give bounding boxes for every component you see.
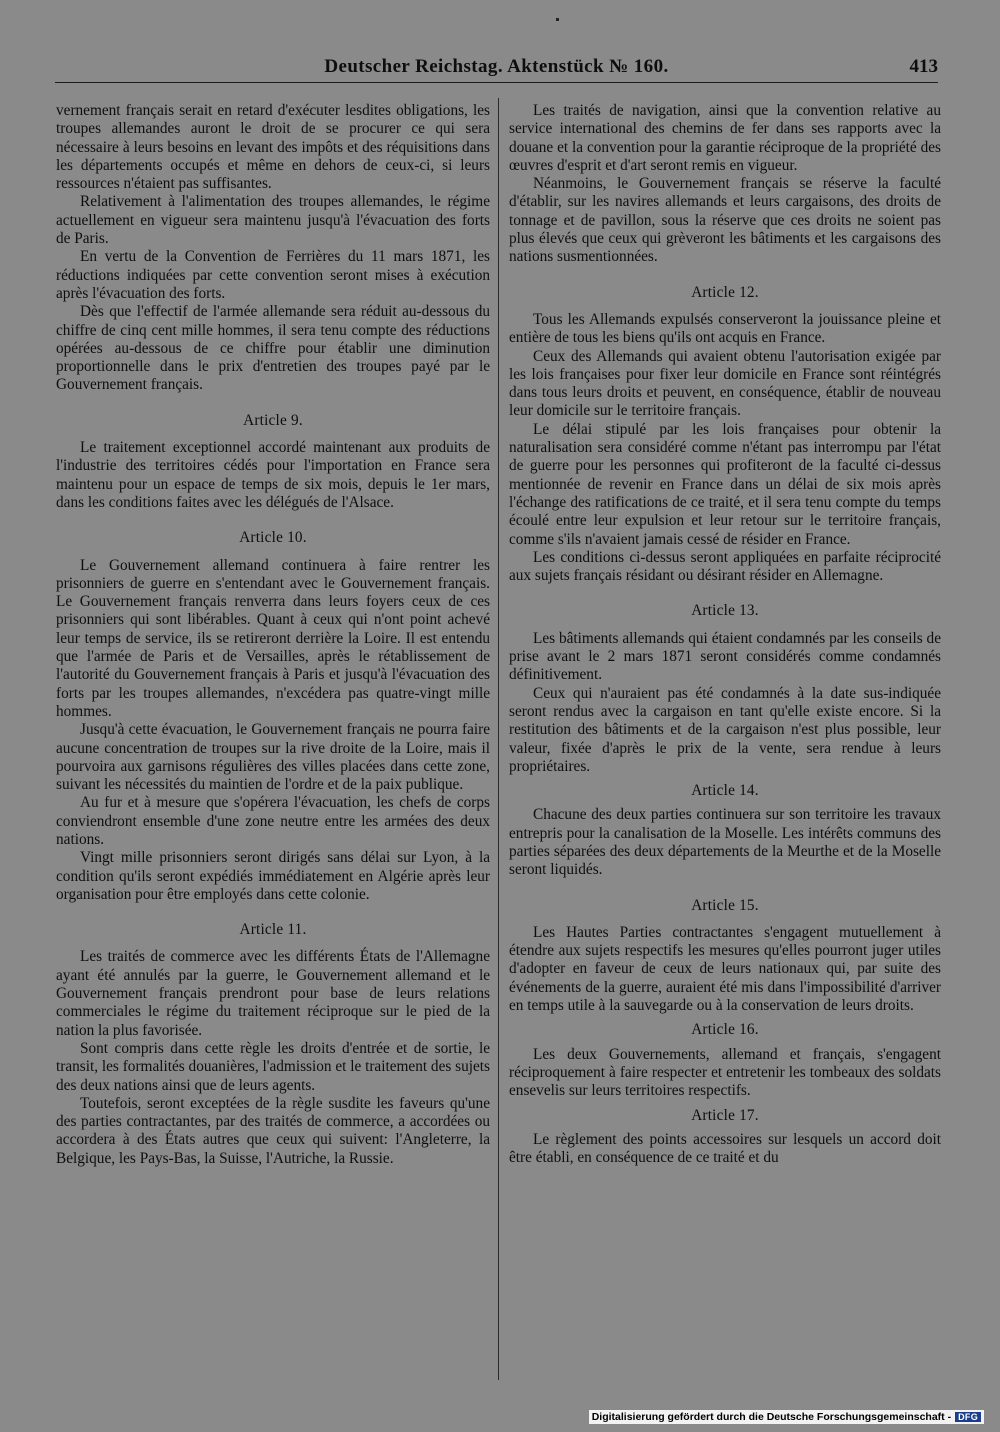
paragraph: Ceux des Allemands qui avaient obtenu l'autorisation exigée par les lois françaises pour fixer leur domicile en France sont réintégrés dans tous leurs droits et peuvent, en conséquence, établir de nouveau leur domicile sur le territoire français. [509,347,941,420]
paragraph: Jusqu'à cette évacuation, le Gouvernement français ne pourra faire aucune concentration de troupes sur la rive droite de la Loire, mais il pourvoira aux garnisons régulières des villes placées dans cette zone, suivant les nécessités du maintien de l'ordre et de la paix publique. [56,721,490,794]
paragraph: Les traités de navigation, ainsi que la convention relative au service international des chemins de fer dans ses rapports avec la douane et la convention pour la garantie réciproque de la propriété des œuvres d'esprit et d'art seront remis en vigueur. [509,102,941,174]
paragraph: Le délai stipulé par les lois françaises pour obtenir la naturalisation sera considéré comme n'étant pas interrompu par l'état de guerre pour les personnes qui profiteront de la faculté ci-dessus mentionnée de revenir en France dans un délai de six mois après l'échange des ratifications de ce traité, et il sera tenu compte du temps écoulé entre leur expulsion et leur retour sur le territoire français, comme s'ils n'avaient jamais cessé de résider en France. [509,420,941,548]
dfg-logo: DFG [955,1412,981,1422]
page-header [55,56,938,83]
paragraph: Toutefois, seront exceptées de la règle susdite les faveurs qu'une des parties contractantes, par des traités de commerce, a accordées ou accordera à des États autres que ceux qui suivent: l'Angleterre, la Belgique, les Pays-Bas, la Suisse, l'Autriche, la Russie. [56,1094,490,1167]
credit-text: Digitalisierung gefördert durch die Deutsche Forschungsgemeinschaft - [591,1411,952,1423]
paragraph: Les traités de commerce avec les différents États de l'Allemagne ayant été annulés par la guerre, le Gouvernement allemand et le Gouvernement français prendront pour base de leurs relations commerciales le régime du traitement réciproque sur le pied de la nation la plus favorisée. [56,948,490,1039]
digitization-credit [589,1410,984,1424]
paragraph: Au fur et à mesure que s'opérera l'évacuation, les chefs de corps conviendront ensemble d'une zone neutre entre les armées des deux nations. [56,794,490,848]
paragraph: Le Gouvernement allemand continuera à faire rentrer les prisonniers de guerre en s'entendant avec le Gouvernement français. Le Gouvernement français renverra dans leurs foyers ceux de ces prisonniers qui sont libérables. Quant à ceux qui n'ont point achevé leur temps de service, ils se retireront derrière la Loire. Il est entendu que l'armée de Paris et de Versailles, après le rétablissement de l'autorité du Gouvernement français à Paris et jusqu'à l'évacuation des forts par les troupes allemandes, n'excédera pas quatre-vingt mille hommes. [56,556,490,720]
article-heading: Article 9. [243,411,303,429]
paragraph: Relativement à l'alimentation des troupes allemandes, le régime actuellement en vigueur sera maintenu jusqu'à l'évacuation des forts de Paris. [56,193,490,248]
left-column [56,102,490,1168]
paragraph: Néanmoins, le Gouvernement français se réserve la faculté d'établir, sur les navires allemands et leurs cargaisons, des droits de tonnage et de pavillon, sous la réserve que ces droits ne soient pas plus élevés que ceux qui grèveront les bâtiments et les cargaisons des nations susmentionnées. [509,175,941,266]
article-heading: Article 16. [691,1021,759,1039]
paragraph: Tous les Allemands expulsés conserveront la jouissance pleine et entière de tous les biens qu'ils ont acquis en France. [509,310,941,347]
article-heading: Article 13. [691,602,759,620]
right-column [509,102,941,1167]
scan-mark [556,18,559,21]
article-heading: Article 11. [239,921,307,939]
article-heading: Article 17. [691,1106,759,1124]
paragraph: Dès que l'effectif de l'armée allemande sera réduit au-dessous du chiffre de cinq cent mille hommes, il sera tenu compte des réductions opérées au-dessous de ce chiffre pour établir une diminution proportionnelle dans le prix d'entretien des troupes payé par le Gouvernement français. [56,303,490,394]
paragraph: Les bâtiments allemands qui étaient condamnés par les conseils de prise avant le 2 mars 1871 seront considérés comme condamnés définitivement. [509,629,941,684]
paragraph: Sont compris dans cette règle les droits d'entrée et de sortie, le transit, les formalités douanières, l'admission et le traitement des sujets des deux nations ainsi que de leurs agents. [56,1039,490,1094]
article-heading: Article 15. [691,896,759,914]
paragraph: Ceux qui n'auraient pas été condamnés à la date sus-indiquée seront rendus avec la cargaison en tant qu'elle existe encore. Si la restitution des bâtiments et de la cargaison n'est plus possible, leur valeur, fixée d'après le prix de la vente, sera rendue à leurs propriétaires. [509,684,941,775]
paragraph: Le traitement exceptionnel accordé maintenant aux produits de l'industrie des territoires cédés pour l'importation en France sera maintenu pour un espace de temps de six mois, depuis le 1er mars, dans les conditions faites avec les délégués de l'Alsace. [56,439,490,511]
paragraph: Le règlement des points accessoires sur lesquels un accord doit être établi, en conséquence de ce traité et du [509,1130,941,1167]
paragraph: Les conditions ci-dessus seront appliquées en parfaite réciprocité aux sujets français résidant ou désirant résider en Allemagne. [509,548,941,585]
paragraph: Vingt mille prisonniers seront dirigés sans délai sur Lyon, à la condition qu'ils seront expédiés immédiatement en Algérie après leur organisation pour être employés dans cette colonie. [56,849,490,903]
article-heading: Article 14. [691,782,759,800]
paragraph: Les deux Gouvernements, allemand et français, s'engagent réciproquement à faire respecter et entretenir les tombeaux des soldats ensevelis sur leurs territoires respectifs. [509,1045,941,1100]
running-title: Deutscher Reichstag. Aktenstück № 160. [324,56,669,77]
article-heading: Article 10. [239,529,307,547]
article-heading: Article 12. [691,283,759,301]
paragraph: Les Hautes Parties contractantes s'engagent mutuellement à étendre aux sujets respectifs les mesures qu'elles pourront juger utiles d'adopter en faveur de ceux de leurs nationaux qui, par suite des événements de la guerre, auraient été mis dans l'impossibilité d'arriver en temps utile à la sauvegarde ou à la conservation de leurs droits. [509,923,941,1015]
paragraph: vernement français serait en retard d'exécuter lesdites obligations, les troupes allemandes auront le droit de se procurer ce qui sera nécessaire à leurs besoins en levant des impôts et des réquisitions dans les départements occupés et même en dehors de ceux-ci, si leurs ressources n'étaient pas suffisantes. [56,102,490,193]
column-divider [498,98,499,1380]
paragraph: En vertu de la Convention de Ferrières du 11 mars 1871, les réductions indiquées par cette convention seront mises à exécution après l'évacuation des forts. [56,248,490,302]
paragraph: Chacune des deux parties continuera sur son territoire les travaux entrepris pour la canalisation de la Moselle. Les intérêts communs des parties séparées des deux départements de la Meurthe et de la Moselle seront liquidés. [509,806,941,879]
page-number: 413 [909,56,938,77]
